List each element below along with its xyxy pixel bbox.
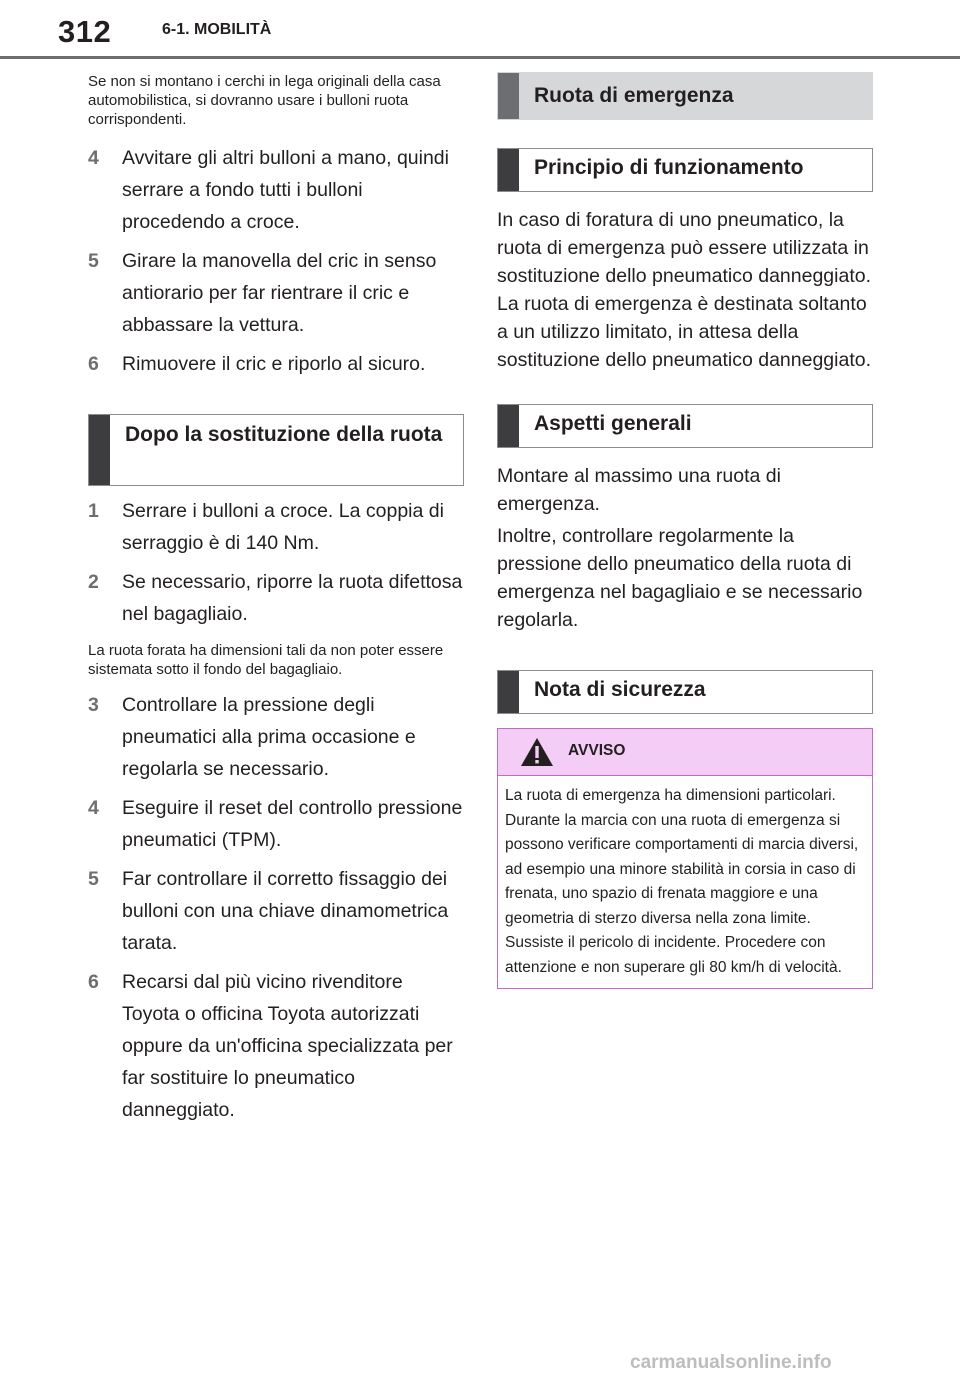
step-text: Eseguire il reset del controllo pressione pneumatici (TPM). <box>122 797 463 851</box>
heading-safety <box>497 670 873 714</box>
step-item <box>88 792 464 856</box>
heading-text: Ruota di emergenza <box>534 84 734 107</box>
warning-text: La ruota di emergenza ha dimensioni particolari. Durante la marcia con una ruota di emergenza si possono verificare comportamenti di marcia diversi, ad esempio una minore stabilità in corsia in caso di frenata, uno spazio di frenata maggiore e una geometria di sterzo diversa nella zona limite. Sussiste il pericolo di incidente. Procedere con attenzione e non superare gli 80 km/h di velocità. <box>505 787 859 976</box>
step-number: 3 <box>88 694 99 716</box>
watermark: carmanualsonline.info <box>630 1352 832 1373</box>
left-column <box>88 72 464 1126</box>
step-item <box>88 495 464 559</box>
intro-note: Se non si montano i cerchi in lega originali della casa automobilistica, si dovranno usare i bulloni ruota corrispondenti. <box>88 73 441 128</box>
warning-header <box>498 729 872 775</box>
step-text: Controllare la pressione degli pneumatici alla prima occasione e regolarla se necessario. <box>122 694 416 780</box>
warning-box <box>497 728 873 989</box>
right-column <box>497 72 873 989</box>
step-number: 4 <box>88 147 99 169</box>
step-item <box>88 689 464 785</box>
step-item <box>88 245 464 341</box>
heading-bar <box>498 671 519 713</box>
heading-principle <box>497 148 873 192</box>
step-number: 5 <box>88 250 99 272</box>
step-text: Girare la manovella del cric in senso antiorario per far rientrare il cric e abbassare la vettura. <box>122 250 437 336</box>
heading-after-change <box>88 414 464 486</box>
step-text: Serrare i bulloni a croce. La coppia di serraggio è di 140 Nm. <box>122 500 444 554</box>
step-item <box>88 566 464 630</box>
heading-spare-wheel <box>497 72 873 120</box>
step-text: Rimuovere il cric e riporlo al sicuro. <box>122 353 426 375</box>
principle-text: In caso di foratura di uno pneumatico, la ruota di emergenza può essere utilizzata in sostituzione dello pneumatico danneggiato. La ruota di emergenza è destinata soltanto a un utilizzo limitato, in attesa della sostituzione dello pneumatico danneggiato. <box>497 209 872 371</box>
page-number: 312 <box>58 14 112 49</box>
step-number: 6 <box>88 353 99 375</box>
section-title: 6-1. MOBILITÀ <box>162 21 272 38</box>
step-number: 2 <box>88 571 99 593</box>
step-text: Far controllare il corretto fissaggio dei bulloni con una chiave dinamometrica tarata. <box>122 868 449 954</box>
step-text: Se necessario, riporre la ruota difettosa nel bagagliaio. <box>122 571 463 625</box>
step-text: Avvitare gli altri bulloni a mano, quindi serrare a fondo tutti i bulloni procedendo a croce. <box>122 147 449 233</box>
page-header <box>0 0 960 60</box>
step-number: 1 <box>88 500 99 522</box>
general-text-2: Inoltre, controllare regolarmente la pressione dello pneumatico della ruota di emergenza nel bagagliaio e se necessario regolarla. <box>497 525 863 631</box>
heading-bar <box>498 405 519 447</box>
step-number: 4 <box>88 797 99 819</box>
step-item <box>88 348 464 380</box>
heading-bar <box>498 149 519 191</box>
step-item <box>88 966 464 1126</box>
heading-general <box>497 404 873 448</box>
step-text: Recarsi dal più vicino rivenditore Toyota o officina Toyota autorizzati oppure da un'officina specializzata per far sostituire lo pneumatico danneggiato. <box>122 971 453 1121</box>
step-number: 6 <box>88 971 99 993</box>
warning-icon <box>520 737 554 767</box>
warning-label: AVVISO <box>568 742 626 759</box>
step-item <box>88 863 464 959</box>
general-text-1: Montare al massimo una ruota di emergenza. <box>497 465 781 515</box>
heading-text: Principio di funzionamento <box>534 156 804 179</box>
step-item <box>88 142 464 238</box>
heading-bar <box>498 73 519 119</box>
heading-text: Nota di sicurezza <box>534 678 706 701</box>
heading-text: Dopo la sostituzione della ruota <box>125 423 443 446</box>
note-spare-size: La ruota forata ha dimensioni tali da non poter essere sistemata sotto il fondo del bagagliaio. <box>88 642 444 678</box>
header-rule <box>0 56 960 59</box>
heading-text: Aspetti generali <box>534 412 692 435</box>
heading-bar <box>89 415 110 485</box>
step-number: 5 <box>88 868 99 890</box>
